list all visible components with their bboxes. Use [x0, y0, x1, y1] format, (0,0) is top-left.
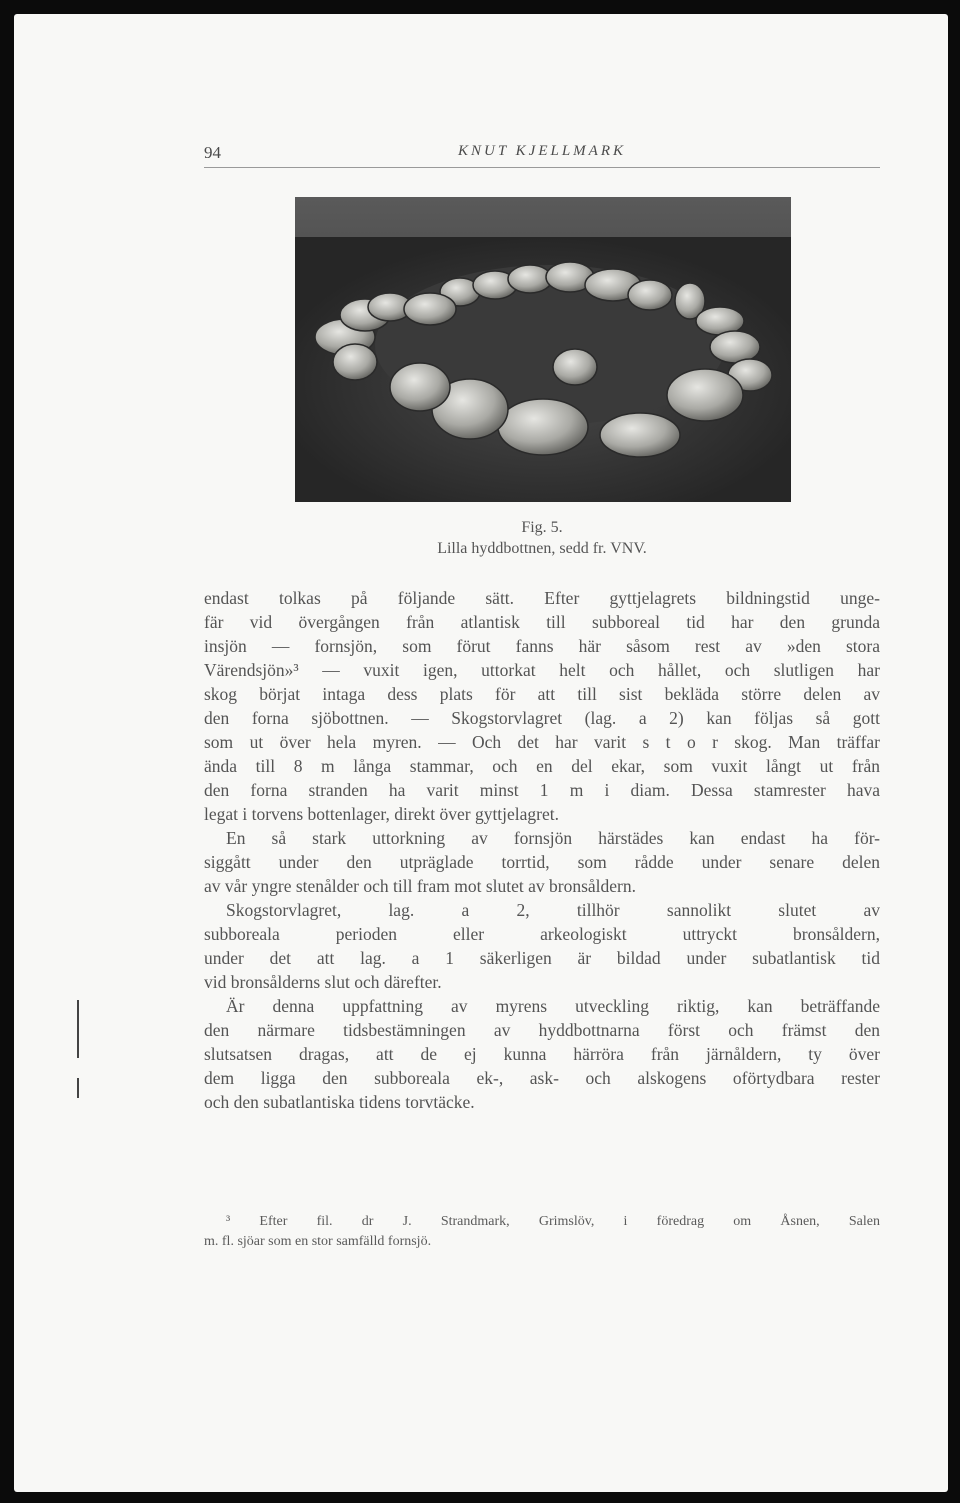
body-line: under det att lag. a 1 säkerligen är bildad under subatlantisk tid [204, 948, 880, 968]
body-line: Är denna uppfattning av myrens utveckling riktig, kan beträffande [226, 996, 880, 1016]
body-text [204, 586, 880, 1114]
margin-mark [77, 1078, 79, 1098]
stone-circle-photo [295, 197, 791, 502]
body-line: och den subatlantiska tidens torvtäcke. [204, 1092, 475, 1112]
running-title: KNUT KJELLMARK [458, 143, 626, 159]
body-line: den närmare tidsbestämningen av hyddbottnarna först och främst den [204, 1020, 880, 1040]
body-line: siggått under den utpräglade torrtid, som rådde under senare delen [204, 852, 880, 872]
footnote-line: ³ Efter fil. dr J. Strandmark, Grimslöv, i föredrag om Åsnen, Salen [226, 1214, 880, 1229]
body-line: Värendsjön»³ — vuxit igen, uttorkat helt och hållet, och slutligen har [204, 660, 880, 680]
figure-photo [295, 197, 791, 502]
running-head [204, 143, 880, 168]
body-line: slutsatsen dragas, att de ej kunna härröra från järnåldern, ty över [204, 1044, 880, 1064]
body-line: subboreala perioden eller arkeologiskt uttryckt bronsåldern, [204, 924, 880, 944]
body-line: skog börjat intaga dess plats för att till sist bekläda större delen av [204, 684, 880, 704]
body-line: den forna sjöbottnen. — Skogstorvlagret (lag. a 2) kan följas så gott [204, 708, 880, 728]
body-line: ända till 8 m långa stammar, och en del ekar, som vuxit långt ut från [204, 756, 880, 776]
margin-mark [77, 1000, 79, 1058]
figure-label: Fig. 5. [521, 519, 563, 536]
body-line: En så stark uttorkning av fornsjön härstädes kan endast ha för- [226, 828, 880, 848]
body-line: endast tolkas på följande sätt. Efter gyttjelagrets bildningstid unge- [204, 588, 880, 608]
body-line: Skogstorvlagret, lag. a 2, tillhör sannolikt slutet av [226, 900, 880, 920]
footnote [204, 1212, 880, 1252]
figure-caption: Lilla hyddbottnen, sedd fr. VNV. [437, 540, 647, 557]
body-line: vid bronsålderns slut och därefter. [204, 972, 442, 992]
body-line: legat i torvens bottenlager, direkt över gyttjelagret. [204, 804, 560, 824]
body-line: av vår yngre stenålder och till fram mot slutet av bronsåldern. [204, 876, 637, 896]
body-line: som ut över hela myren. — Och det har varit s t o r skog. Man träffar [204, 732, 880, 752]
page-number: 94 [204, 143, 221, 162]
footnote-line: m. fl. sjöar som en stor samfälld fornsjö. [204, 1234, 432, 1249]
body-line: fär vid övergången från atlantisk till subboreal tid har den grunda [204, 612, 880, 632]
body-line: dem ligga den subboreala ek-, ask- och alskogens oförtydbara rester [204, 1068, 880, 1088]
body-line: den forna stranden ha varit minst 1 m i diam. Dessa stamrester hava [204, 780, 880, 800]
body-line: insjön — fornsjön, som förut fanns här såsom rest av »den stora [204, 636, 880, 656]
